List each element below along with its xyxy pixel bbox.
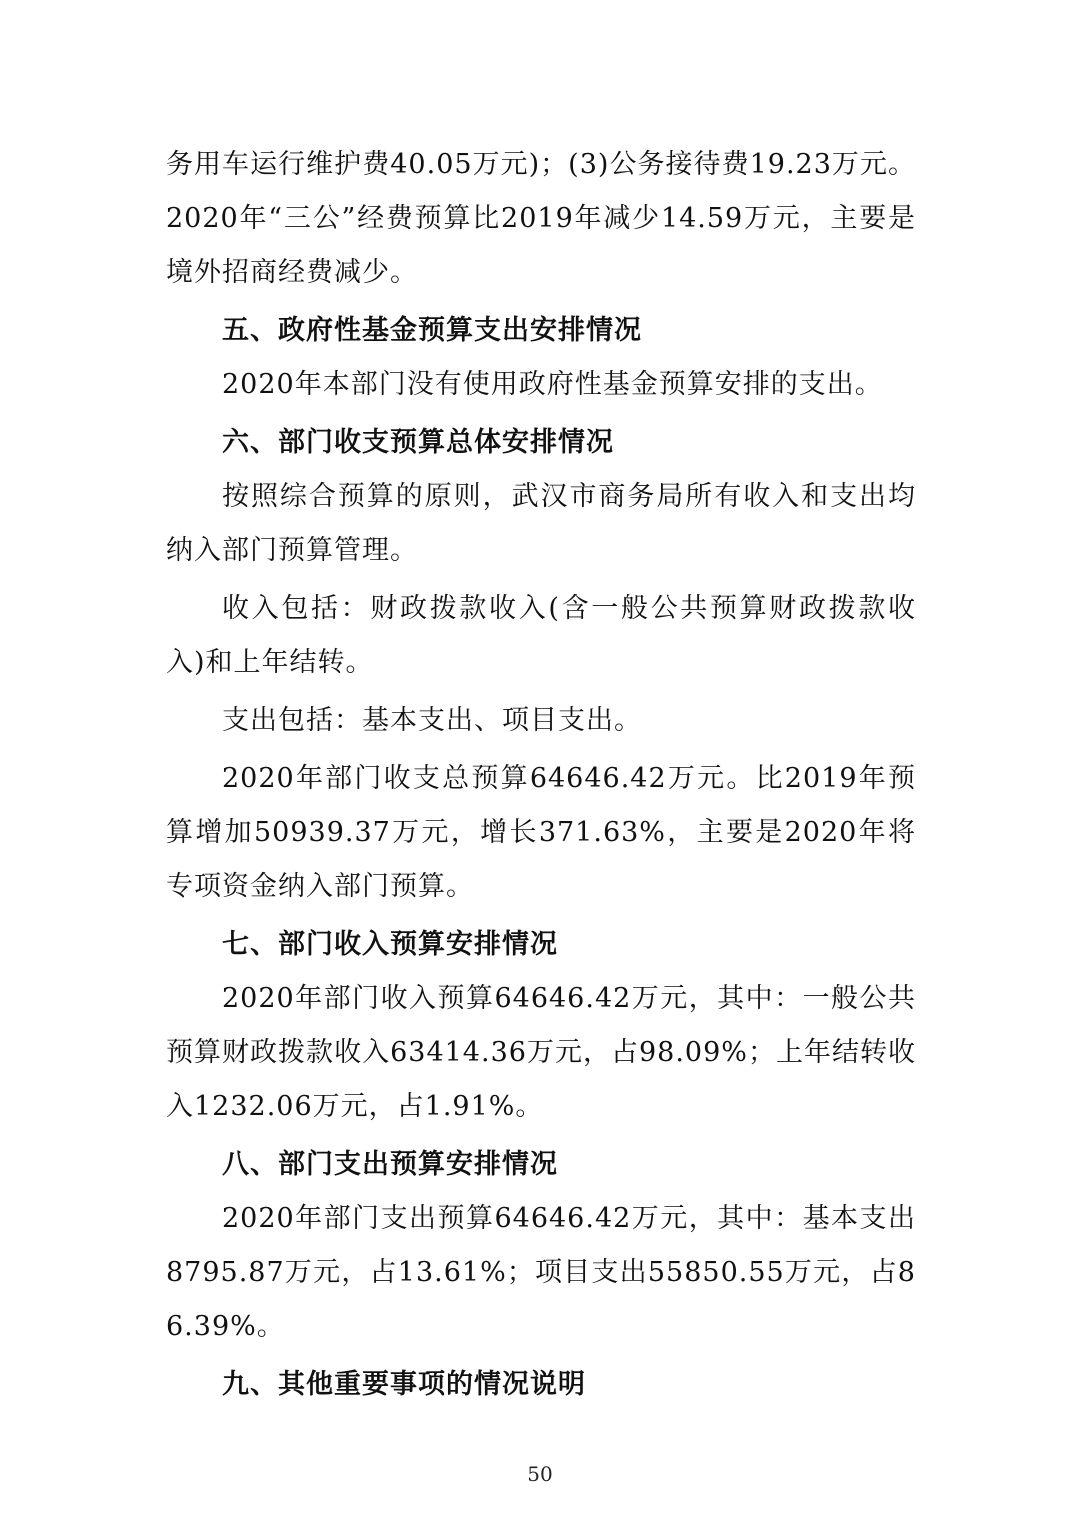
paragraph-income-includes: 收入包括：财政拨款收入(含一般公共预算财政拨款收入)和上年结转。 — [166, 593, 916, 678]
paragraph-expense-budget: 2020年部门支出预算64646.42万元，其中：基本支出8795.87万元，占13.61%；项目支出55850.55万元，占86.39%。 — [166, 1203, 916, 1342]
paragraph-three-public-expenses: 务用车运行维护费40.05万元)；(3)公务接待费19.23万元。2020年“三公”经费预算比2019年减少14.59万元，主要是境外招商经费减少。 — [166, 149, 916, 288]
paragraph-total-budget: 2020年部门收支总预算64646.42万元。比2019年预算增加50939.37万元，增长371.63%，主要是2020年将专项资金纳入部门预算。 — [166, 763, 916, 902]
page-number: 50 — [527, 1462, 553, 1486]
section-heading-7: 七、部门收入预算安排情况 — [222, 929, 558, 960]
paragraph-government-fund: 2020年本部门没有使用政府性基金预算安排的支出。 — [222, 369, 883, 400]
section-heading-9: 九、其他重要事项的情况说明 — [222, 1369, 586, 1400]
section-heading-8: 八、部门支出预算安排情况 — [222, 1149, 558, 1180]
page-content — [166, 138, 916, 1412]
section-heading-5: 五、政府性基金预算支出安排情况 — [222, 315, 642, 346]
section-heading-6: 六、部门收支预算总体安排情况 — [222, 427, 614, 458]
paragraph-income-budget: 2020年部门收入预算64646.42万元，其中：一般公共预算财政拨款收入63414.36万元，占98.09%；上年结转收入1232.06万元，占1.91%。 — [166, 983, 916, 1122]
paragraph-comprehensive-budget: 按照综合预算的原则，武汉市商务局所有收入和支出均纳入部门预算管理。 — [166, 481, 916, 566]
paragraph-expense-includes: 支出包括：基本支出、项目支出。 — [222, 705, 642, 736]
